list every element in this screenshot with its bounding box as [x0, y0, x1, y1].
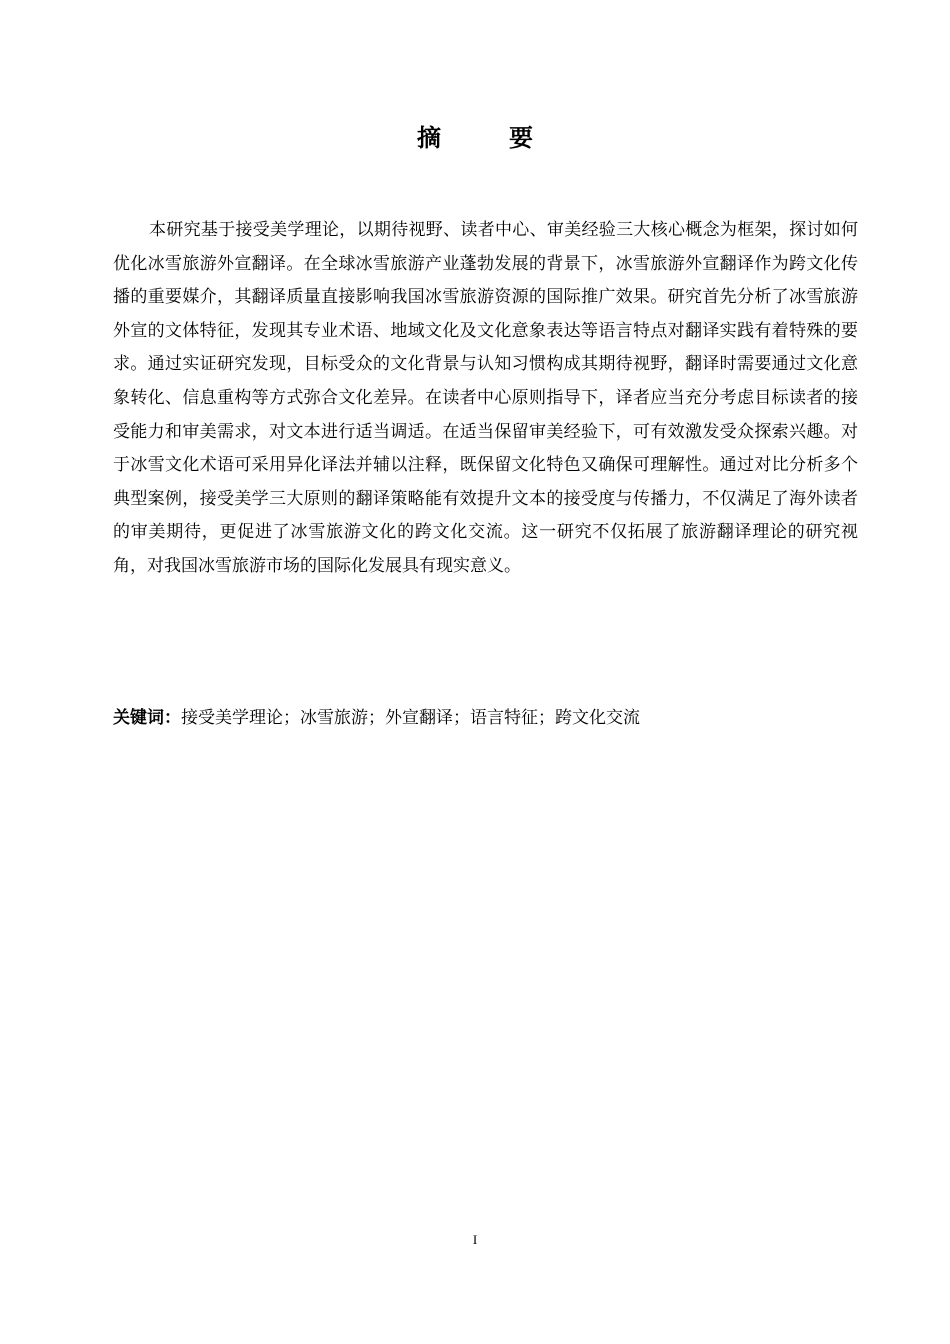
keywords-text: 接受美学理论；冰雪旅游；外宣翻译；语言特征；跨文化交流	[181, 708, 640, 728]
keywords-label: 关键词：	[113, 708, 181, 728]
page-number: I	[472, 1232, 478, 1247]
abstract-title: 摘 要	[417, 124, 555, 152]
abstract-body: 本研究基于接受美学理论，以期待视野、读者中心、审美经验三大核心概念为框架，探讨如何优化冰雪旅游外宣翻译。在全球冰雪旅游产业蓬勃发展的背景下，冰雪旅游外宣翻译作为跨文化传播的重要媒介，其翻译质量直接影响我国冰雪旅游资源的国际推广效果。研究首先分析了冰雪旅游外宣的文体特征，发现其专业术语、地域文化及文化意象表达等语言特点对翻译实践有着特殊的要求。通过实证研究发现，目标受众的文化背景与认知习惯构成其期待视野，翻译时需要通过文化意象转化、信息重构等方式弥合文化差异。在读者中心原则指导下，译者应当充分考虑目标读者的接受能力和审美需求，对文本进行适当调适。在适当保留审美经验下，可有效激发受众探索兴趣。对于冰雪文化术语可采用异化译法并辅以注释，既保留文化特色又确保可理解性。通过对比分析多个典型案例，接受美学三大原则的翻译策略能有效提升文本的接受度与传播力，不仅满足了海外读者的审美期待，更促进了冰雪旅游文化的跨文化交流。这一研究不仅拓展了旅游翻译理论的研究视角，对我国冰雪旅游市场的国际化发展具有现实意义。	[113, 220, 858, 576]
keywords-line	[113, 702, 858, 736]
